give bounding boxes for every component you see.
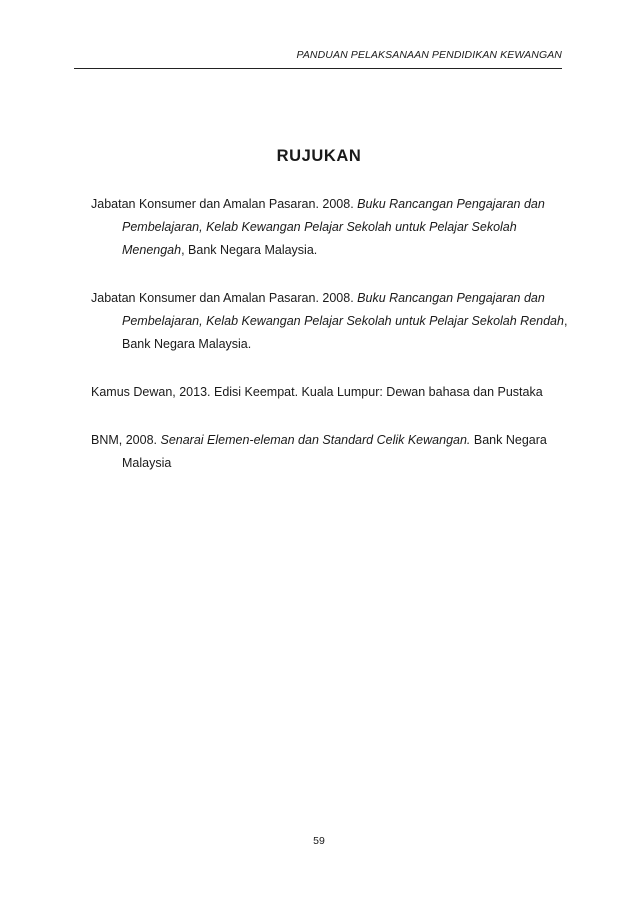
reference-item: [91, 287, 571, 356]
reference-item: [91, 193, 571, 262]
header-divider: [74, 68, 562, 69]
reference-publisher: , Bank Negara Malaysia.: [122, 314, 568, 351]
reference-item: [91, 381, 571, 404]
reference-title: Buku Rancangan Pengajaran dan Pembelajaran, Kelab Kewangan Pelajar Sekolah untuk Pelajar Sekolah Menengah: [122, 197, 545, 257]
reference-publisher: Bank Negara Malaysia: [122, 433, 547, 470]
reference-item: [91, 429, 571, 475]
reference-text: Jabatan Konsumer dan Amalan Pasaran. 2008.: [91, 291, 358, 305]
reference-title: Senarai Elemen-eleman dan Standard Celik Kewangan.: [160, 433, 471, 447]
reference-text: BNM, 2008.: [91, 433, 161, 447]
page-number: 59: [313, 835, 325, 847]
page-title: RUJUKAN: [276, 147, 362, 165]
running-header: PANDUAN PELAKSANAAN PENDIDIKAN KEWANGAN: [296, 49, 562, 61]
reference-publisher: , Bank Negara Malaysia.: [181, 243, 318, 257]
reference-list: [91, 193, 571, 500]
reference-text: Kamus Dewan, 2013. Edisi Keempat. Kuala Lumpur: Dewan bahasa dan Pustaka: [91, 385, 543, 399]
reference-title: Buku Rancangan Pengajaran dan Pembelajaran, Kelab Kewangan Pelajar Sekolah untuk Pelajar Sekolah Rendah: [122, 291, 564, 328]
reference-text: Jabatan Konsumer dan Amalan Pasaran. 2008.: [91, 197, 358, 211]
